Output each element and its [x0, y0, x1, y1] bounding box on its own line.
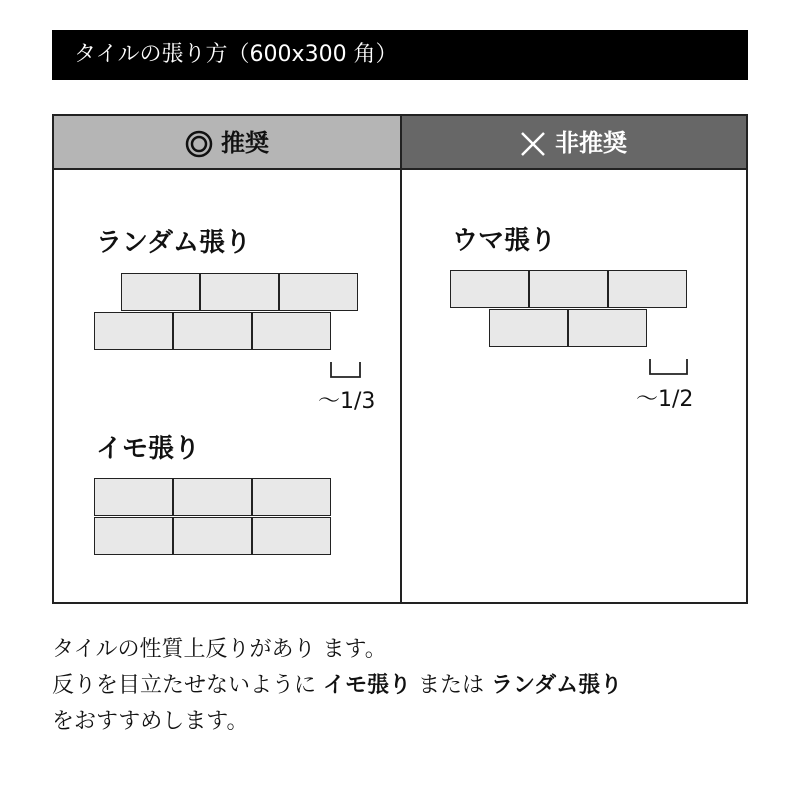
note-line-1: タイルの性質上反りがあり ます。	[52, 637, 387, 662]
note-bold-stack: イモ張り	[323, 673, 412, 698]
tile	[252, 312, 331, 350]
cross-icon	[519, 130, 547, 158]
explanation-note	[52, 632, 752, 740]
running-offset-label: ～1/2	[636, 387, 694, 412]
tile	[450, 270, 529, 308]
tile	[568, 309, 647, 347]
tile	[94, 312, 173, 350]
offset-bracket-icon	[328, 360, 364, 380]
column-divider	[400, 116, 402, 602]
page-title: タイルの張り方（600x300 角）	[52, 30, 748, 80]
tile	[489, 309, 568, 347]
note-line-2	[52, 668, 752, 704]
tile	[173, 312, 252, 350]
note-line-3: をおすすめします。	[52, 709, 249, 734]
running-pattern-label: ウマ張り	[452, 226, 557, 256]
not-recommended-label: 非推奨	[555, 129, 627, 157]
note-text: 反りを目立たせないように	[52, 673, 317, 698]
offset-bracket-icon	[647, 357, 691, 377]
tile	[200, 273, 279, 311]
recommended-label: 推奨	[221, 129, 269, 157]
stack-pattern-label: イモ張り	[96, 434, 201, 464]
note-bold-random: ランダム張り	[491, 673, 623, 698]
tile	[279, 273, 358, 311]
tile	[252, 517, 331, 555]
tile	[608, 270, 687, 308]
not-recommended-header	[400, 116, 746, 170]
tile	[252, 478, 331, 516]
note-text: または	[418, 673, 485, 698]
tile	[94, 478, 173, 516]
tile	[173, 478, 252, 516]
random-pattern-label: ランダム張り	[96, 228, 251, 258]
double-circle-icon	[185, 130, 213, 158]
tile	[121, 273, 200, 311]
tile	[94, 517, 173, 555]
random-offset-label: ～1/3	[318, 389, 376, 414]
tile	[173, 517, 252, 555]
recommended-header	[54, 116, 400, 170]
tile	[529, 270, 608, 308]
